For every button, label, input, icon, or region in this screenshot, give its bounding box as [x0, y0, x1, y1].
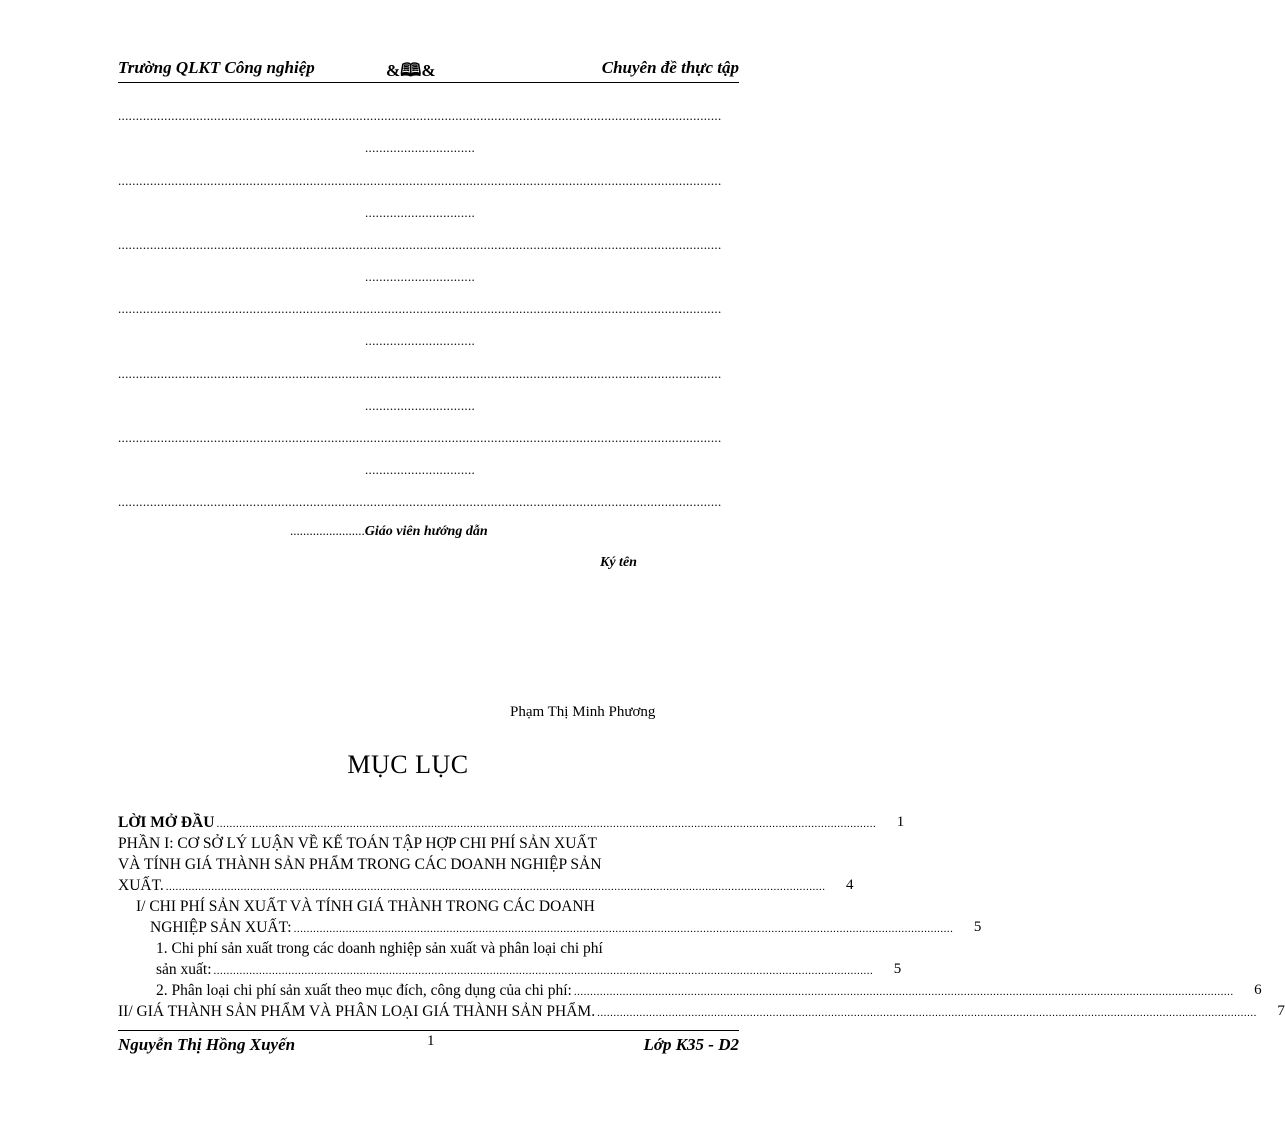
- toc-page-number: 5: [973, 919, 982, 935]
- toc-leader: ...........................................................................................................................................................................................................: [597, 1007, 1257, 1019]
- toc-entry[interactable]: [136, 896, 982, 938]
- toc-leader: ...........................................................................................................................................................................................................: [213, 965, 874, 977]
- toc-leader: ...........................................................................................................................................................................................................: [165, 881, 826, 893]
- toc-entry-text: 2. Phân loại chi phí sản xuất theo mục đích, công dụng của chi phí:: [156, 982, 572, 999]
- header-school: Trường QLKT Công nghiệp: [118, 58, 315, 77]
- toc-page-number: 1: [896, 814, 905, 830]
- comment-line: ..........................................................................................................................................................................: [118, 430, 722, 445]
- toc-entry-text: PHẦN I: CƠ SỞ LÝ LUẬN VỀ KẾ TOÁN TẬP HỢP CHI PHÍ SẢN XUẤT: [118, 835, 598, 852]
- toc-entry-text: I/ CHI PHÍ SẢN XUẤT VÀ TÍNH GIÁ THÀNH TRONG CÁC DOANH: [136, 898, 595, 915]
- comment-line: ..........................................................................................................................................................................: [118, 494, 722, 509]
- header-ornament: &🕮&: [386, 60, 436, 80]
- comment-line-short: ...............................: [365, 333, 476, 348]
- comment-line-short: ...............................: [365, 140, 476, 155]
- toc-leader: ...........................................................................................................................................................................................................: [293, 923, 954, 935]
- comment-line: ..........................................................................................................................................................................: [118, 366, 722, 381]
- toc-page-number: 7: [1277, 1003, 1285, 1019]
- toc-entry-text: LỜI MỞ ĐẦU: [118, 814, 215, 831]
- toc-entry-text: II/ GIÁ THÀNH SẢN PHẨM VÀ PHÂN LOẠI GIÁ THÀNH SẢN PHẨM.: [118, 1003, 596, 1020]
- book-icon: 🕮: [400, 60, 422, 80]
- advisor-dots: .......................: [290, 523, 365, 538]
- toc-entry[interactable]: [118, 812, 905, 833]
- toc-title: MỤC LỤC: [347, 750, 469, 779]
- comment-line: ..........................................................................................................................................................................: [118, 301, 722, 316]
- signer-name: Phạm Thị Minh Phương: [510, 704, 656, 720]
- footer-author: Nguyễn Thị Hồng Xuyến: [118, 1035, 296, 1054]
- toc-entry-text: XUẤT.: [118, 877, 164, 894]
- toc-page-number: 6: [1254, 982, 1262, 998]
- toc-entry[interactable]: [118, 1001, 1285, 1022]
- toc-leader: ...........................................................................................................................................................................................................: [573, 986, 1234, 998]
- toc-page-number: 4: [846, 877, 854, 893]
- comment-line: ..........................................................................................................................................................................: [118, 237, 722, 252]
- comment-line: ..........................................................................................................................................................................: [118, 108, 722, 123]
- toc-entry[interactable]: [118, 833, 854, 896]
- toc-page-number: 5: [893, 961, 902, 977]
- header-doc-type: Chuyên đề thực tập: [601, 58, 739, 77]
- comment-line-short: ...............................: [365, 398, 476, 413]
- table-of-contents: [118, 812, 1285, 1022]
- page-footer: [118, 1030, 739, 1057]
- comment-line-short: ...............................: [365, 205, 476, 220]
- toc-entry-text: 1. Chi phí sản xuất trong các doanh nghiệp sản xuất và phân loại chi phí: [156, 940, 603, 957]
- page-header: [118, 58, 739, 83]
- footer-class: Lớp K35 - D2: [643, 1035, 739, 1054]
- toc-entry-text: sản xuất:: [156, 961, 212, 978]
- toc-leader: ...........................................................................................................................................................................................................: [216, 818, 877, 830]
- footer-page-number: 1: [427, 1033, 435, 1049]
- signature-label: Ký tên: [600, 555, 637, 570]
- advisor-line: [290, 523, 488, 540]
- toc-entry[interactable]: [156, 938, 902, 980]
- comment-line-short: ...............................: [365, 462, 476, 477]
- toc-entry[interactable]: [156, 980, 1262, 1001]
- toc-entry-text: VÀ TÍNH GIÁ THÀNH SẢN PHẨM TRONG CÁC DOANH NGHIỆP SẢN: [118, 856, 602, 873]
- comment-line: ..........................................................................................................................................................................: [118, 173, 722, 188]
- advisor-label: Giáo viên hướng dẫn: [364, 524, 488, 539]
- comment-line-short: ...............................: [365, 269, 476, 284]
- toc-entry-text: NGHIỆP SẢN XUẤT:: [150, 919, 292, 936]
